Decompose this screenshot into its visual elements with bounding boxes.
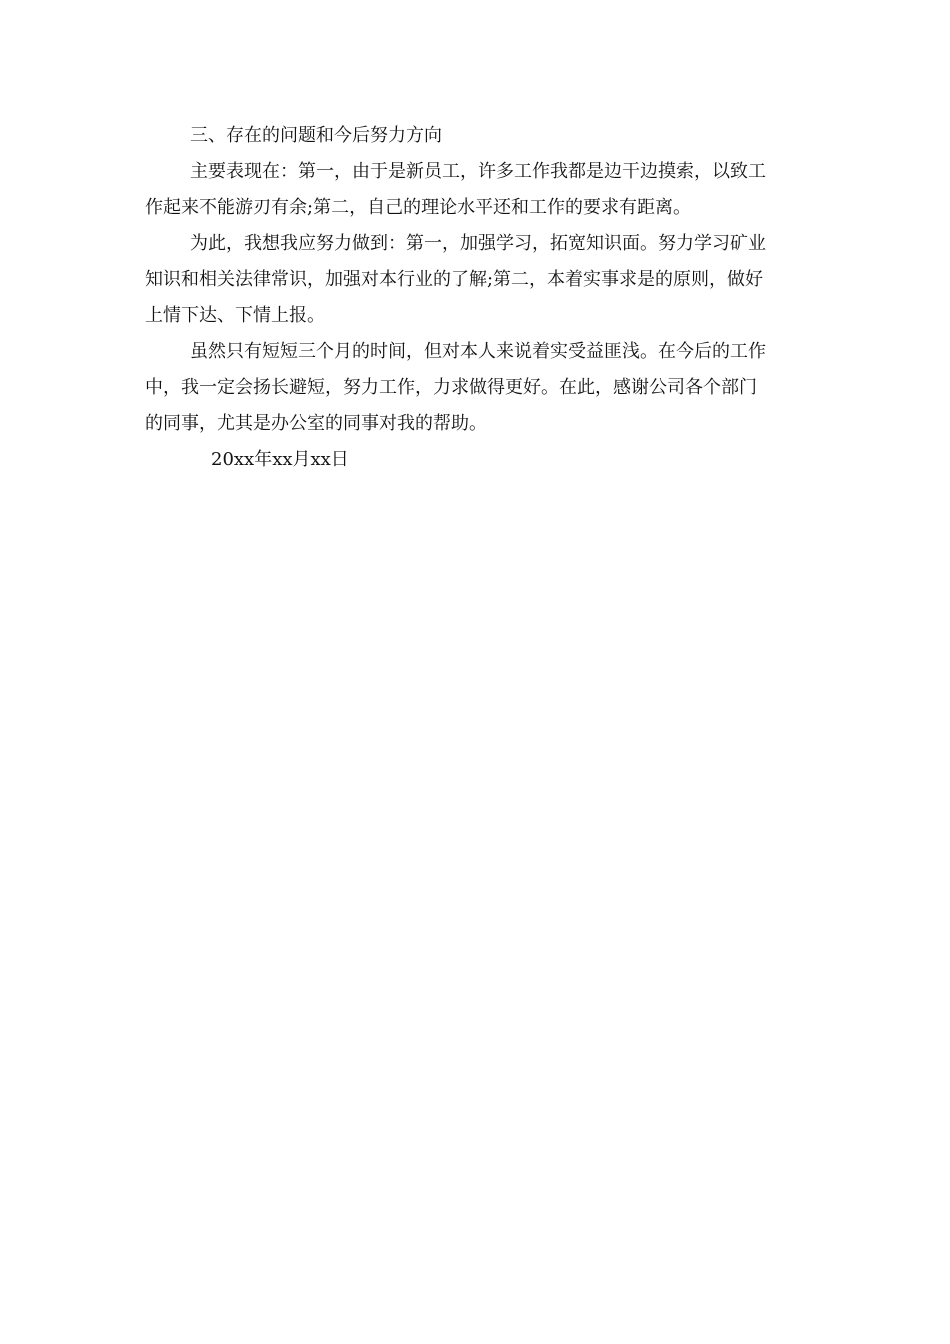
document-date: 20xx年xx月xx日 [211, 449, 349, 470]
paragraph-efforts [145, 226, 805, 334]
paragraph-closing [145, 334, 805, 442]
document-body [145, 118, 805, 478]
paragraph-line: 知识和相关法律常识，加强对本行业的了解;第二，本着实事求是的原则，做好 [145, 269, 764, 290]
paragraph-line: 虽然只有短短三个月的时间，但对本人来说着实受益匪浅。在今后的工作 [190, 341, 766, 362]
paragraph-problems [145, 154, 805, 226]
paragraph-line: 上情下达、下情上报。 [145, 305, 325, 326]
section-heading: 三、存在的问题和今后努力方向 [190, 125, 442, 146]
paragraph-line: 主要表现在：第一，由于是新员工，许多工作我都是边干边摸索，以致工 [190, 161, 766, 182]
paragraph-line: 为此，我想我应努力做到：第一，加强学习，拓宽知识面。努力学习矿业 [190, 233, 766, 254]
paragraph-line: 的同事，尤其是办公室的同事对我的帮助。 [145, 413, 487, 434]
paragraph-line: 作起来不能游刃有余;第二，自己的理论水平还和工作的要求有距离。 [145, 197, 692, 218]
paragraph-line: 中，我一定会扬长避短，努力工作，力求做得更好。在此，感谢公司各个部门 [145, 377, 757, 398]
